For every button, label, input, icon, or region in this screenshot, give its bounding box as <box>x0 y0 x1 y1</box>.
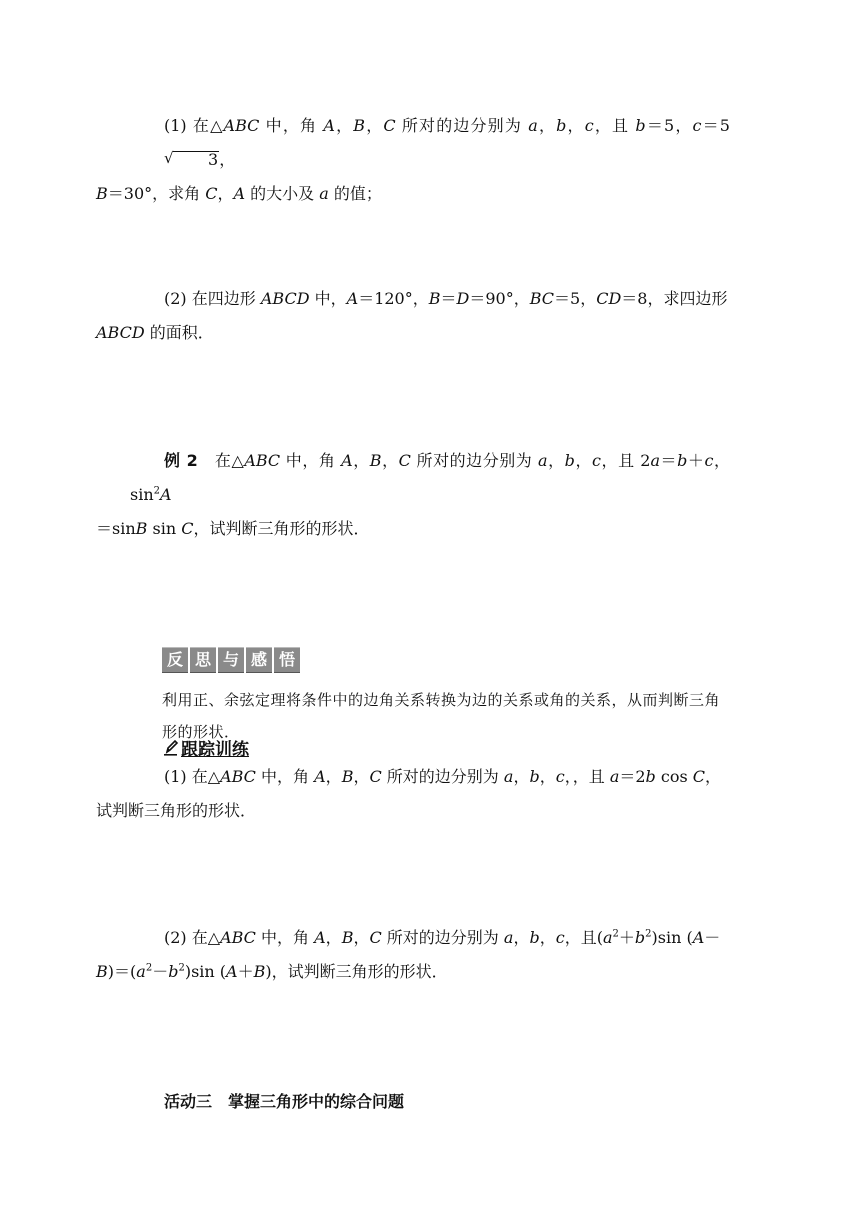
tracking-problem-1: (1) 在△ABC 中，角 A，B，C 所对的边分别为 a，b，c，，且 a＝2b cos C， 试判断三角形的形状． <box>96 767 722 820</box>
reflection-tag <box>162 647 300 671</box>
tag-char: 感 <box>246 647 272 673</box>
tracking-heading <box>163 735 249 760</box>
problem-2: (2) 在四边形 ABCD 中，A＝120°，B＝D＝90°，BC＝5，CD＝8，求四边形 ABCD 的面积． <box>96 289 728 342</box>
sqrt-3: √ 3 <box>164 149 219 169</box>
pencil-icon <box>163 739 179 757</box>
problem-1: (1) 在△ABC 中，角 A，B，C 所对的边分别为 a，b，c，且 b＝5，c＝5 √ 3， B＝30°，求角 C，A 的大小及 a 的值； <box>96 116 730 203</box>
activity-heading: 活动三 掌握三角形中的综合问题 <box>164 1092 405 1111</box>
tracking-title: 跟踪训练 <box>181 740 249 760</box>
tag-char: 思 <box>190 647 216 673</box>
tracking-problem-2: (2) 在△ABC 中，角 A，B，C 所对的边分别为 a，b，c，且$(a^2+b^2)\sin$ (A－ $B)=(a^2-b^2)\sin$ (A＋B)，试判断三角形的形状． <box>96 928 721 981</box>
tag-char: 与 <box>218 647 244 673</box>
example-2: 例 2 在△ABC 中，角 A，B，C 所对的边分别为 a，b，c，且 2a＝b＋c，$\sin^2A$ ＝sinB sin C，试判断三角形的形状． <box>96 451 730 538</box>
tag-char: 反 <box>162 647 188 673</box>
example-label: 例 2 <box>164 451 198 470</box>
reflection-text: 利用正、余弦定理将条件中的边角关系转换为边的关系或角的关系，从而判断三角形的形状． <box>162 691 721 741</box>
tag-char: 悟 <box>274 647 300 673</box>
